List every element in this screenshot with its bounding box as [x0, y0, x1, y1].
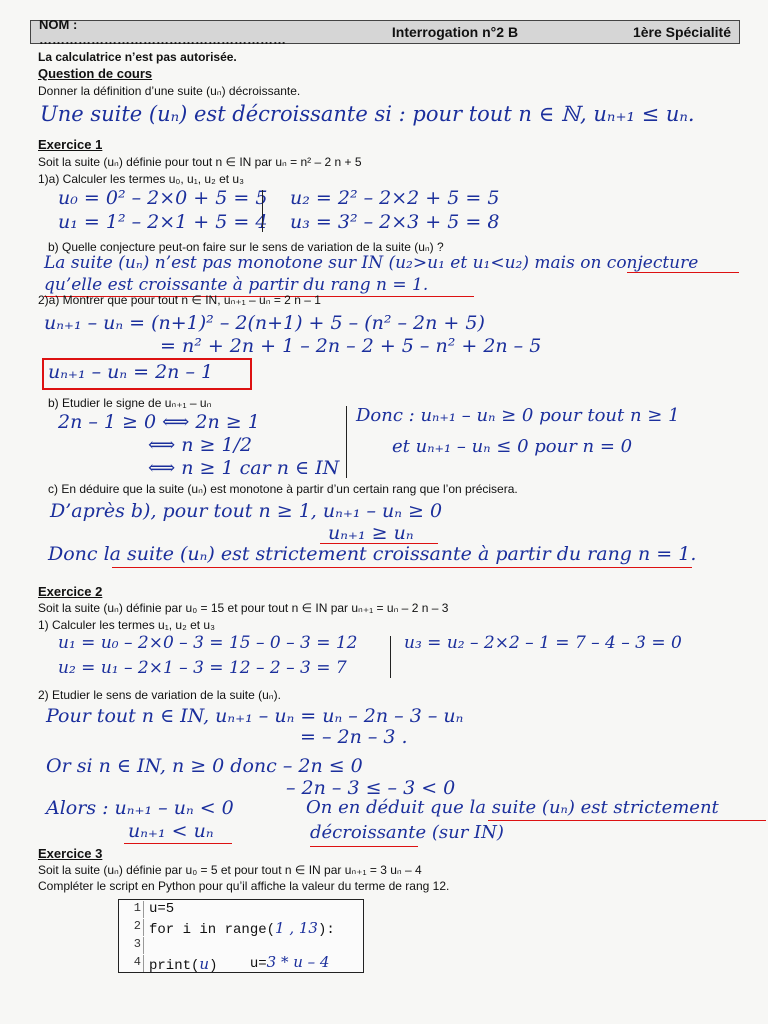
ex1-separator-2 — [346, 406, 347, 478]
code-line — [119, 955, 363, 972]
ex1-a2b-right2: et uₙ₊₁ – uₙ ≤ 0 pour n = 0 — [392, 436, 633, 457]
ex1-a1a-line2: u₁ = 1² – 2×1 + 5 = 4 — [58, 211, 268, 233]
code-text: print( — [149, 958, 200, 974]
cours-question: Donner la définition d’une suite (uₙ) décroissante. — [38, 84, 301, 98]
ex1-a2a-boxed: uₙ₊₁ – uₙ = 2n – 1 — [48, 361, 214, 383]
ex2-a2-right1: On en déduit que la suite (uₙ) est strictement — [306, 797, 719, 818]
ex3-instruction: Compléter le script en Python pour qu’il affiche la valeur du terme de rang 12. — [38, 879, 450, 893]
code-text-wrapper — [149, 955, 218, 974]
ex1-q2c: c) En déduire que la suite (uₙ) est monotone à partir d’un certain rang que l’on précisera. — [48, 482, 518, 496]
code-line — [119, 901, 363, 918]
ex1-a1b-line2: qu’elle est croissante à partir du rang n = 1. — [44, 275, 429, 295]
ex2-statement: Soit la suite (uₙ) définie par u₀ = 15 et pour tout n ∈ IN par uₙ₊₁ = uₙ – 2 n – 3 — [38, 601, 449, 615]
ex1-q2b: b) Etudier le signe de uₙ₊₁ – uₙ — [48, 396, 212, 410]
code-handwritten-fill[interactable]: u — [199, 955, 210, 973]
ex2-a2-line6: uₙ₊₁ < uₙ — [128, 820, 214, 842]
line-number: 1 — [119, 901, 144, 918]
ex2-a2-right2: décroissante (sur IN) — [310, 822, 504, 843]
ex2-q1: 1) Calculer les termes u₁, u₂ et u₃ — [38, 618, 215, 632]
underline-strict-1 — [488, 820, 766, 821]
student-name-field[interactable]: NOM : ………………………………………………… — [39, 17, 286, 47]
ex2-a2-line2: = – 2n – 3 . — [300, 726, 408, 748]
code-text-after: ) — [209, 958, 218, 974]
code-text: for i in range( — [149, 922, 276, 938]
ex1-a1a-line1: u₀ = 0² – 2×0 + 5 = 5 — [58, 187, 268, 209]
code-text-after: ): — [317, 922, 335, 938]
exam-title: Interrogation n°2 B — [391, 24, 519, 40]
code-handwritten-fill[interactable]: 3 * u – 4 — [266, 953, 330, 971]
ex3-statement: Soit la suite (uₙ) définie par u₀ = 5 et pour tout n ∈ IN par uₙ₊₁ = 3 uₙ – 4 — [38, 863, 422, 877]
level-label: 1ère Spécialité — [632, 24, 731, 40]
code-text-wrapper — [149, 919, 335, 938]
code-handwritten-fill[interactable]: 1 , 13 — [275, 919, 318, 937]
underline-conclusion — [112, 567, 692, 568]
code-text: u=5 — [149, 901, 175, 917]
python-script-box — [118, 899, 364, 973]
ex1-q1b: b) Quelle conjecture peut-on faire sur le sens de variation de la suite (uₙ) ? — [48, 240, 444, 254]
underline-decreasing-ineq — [124, 843, 232, 844]
ex2-a2-line1: Pour tout n ∈ IN, uₙ₊₁ – uₙ = uₙ – 2n – 3 – uₙ — [46, 705, 464, 727]
ex1-a2c-line3: Donc la suite (uₙ) est strictement croissante à partir du rang n = 1. — [48, 543, 697, 565]
code-text: u= — [216, 956, 267, 972]
ex1-separator — [262, 190, 263, 232]
cours-answer: Une suite (uₙ) est décroissante si : pour tout n ∈ ℕ, uₙ₊₁ ≤ uₙ. — [40, 102, 695, 126]
header-bar — [30, 17, 740, 47]
ex1-a1a-right1: u₂ = 2² – 2×2 + 5 = 5 — [290, 187, 500, 209]
ex1-a2c-line2: uₙ₊₁ ≥ uₙ — [328, 522, 414, 544]
ex2-q2: 2) Etudier le sens de variation de la suite (uₙ). — [38, 688, 281, 702]
ex2-a1-line2: u₂ = u₁ – 2×1 – 3 = 12 – 2 – 3 = 7 — [58, 658, 347, 678]
ex1-a2b-line3: ⟺ n ≥ 1 car n ∈ IN — [148, 457, 340, 479]
ex1-q2a: 2)a) Montrer que pour tout n ∈ IN, uₙ₊₁ – uₙ = 2 n – 1 — [38, 293, 321, 307]
ex2-a2-line5: Alors : uₙ₊₁ – uₙ < 0 — [46, 797, 234, 819]
ex1-a2b-right1: Donc : uₙ₊₁ – uₙ ≥ 0 pour tout n ≥ 1 — [356, 405, 680, 426]
line-number: 4 — [119, 955, 144, 972]
ex1-a1a-right2: u₃ = 3² – 2×3 + 5 = 8 — [290, 211, 500, 233]
cours-title: Question de cours — [38, 66, 153, 81]
ex1-a2a-line2: = n² + 2n + 1 – 2n – 2 + 5 – n² + 2n – 5 — [160, 335, 542, 357]
ex1-a1b-line1: La suite (uₙ) n’est pas monotone sur IN (u₂>u₁ et u₁<u₂) mais on conjecture — [44, 253, 699, 273]
calculator-note: La calculatrice n’est pas autorisée. — [38, 50, 237, 64]
underline-strict-2 — [310, 846, 418, 847]
ex1-statement: Soit la suite (uₙ) définie pour tout n ∈ IN par uₙ = n² – 2 n + 5 — [38, 155, 362, 169]
line-number: 3 — [119, 937, 144, 954]
line-number: 2 — [119, 919, 144, 936]
ex2-a1-right1: u₃ = u₂ – 2×2 – 1 = 7 – 4 – 3 = 0 — [404, 633, 682, 653]
ex1-q1a: 1)a) Calculer les termes u₀, u₁, u₂ et u₃ — [38, 172, 244, 186]
ex2-a2-line4: – 2n – 3 ≤ – 3 < 0 — [286, 777, 456, 799]
ex2-separator — [390, 636, 391, 678]
ex3-title: Exercice 3 — [38, 846, 103, 861]
ex2-a2-line3: Or si n ∈ IN, n ≥ 0 donc – 2n ≤ 0 — [46, 755, 363, 777]
ex2-a1-line1: u₁ = u₀ – 2×0 – 3 = 15 – 0 – 3 = 12 — [58, 633, 358, 653]
ex2-title: Exercice 2 — [38, 584, 103, 599]
underline-conjecture — [627, 272, 739, 273]
code-line — [119, 919, 363, 936]
ex1-a2b-line1: 2n – 1 ≥ 0 ⟺ 2n ≥ 1 — [58, 411, 260, 433]
ex1-a2b-line2: ⟺ n ≥ 1/2 — [148, 434, 253, 456]
ex1-a2a-line1: uₙ₊₁ – uₙ = (n+1)² – 2(n+1) + 5 – (n² – 2n + 5) — [44, 312, 485, 334]
ex1-a2c-line1: D’après b), pour tout n ≥ 1, uₙ₊₁ – uₙ ≥ 0 — [50, 500, 443, 522]
ex1-title: Exercice 1 — [38, 137, 103, 152]
